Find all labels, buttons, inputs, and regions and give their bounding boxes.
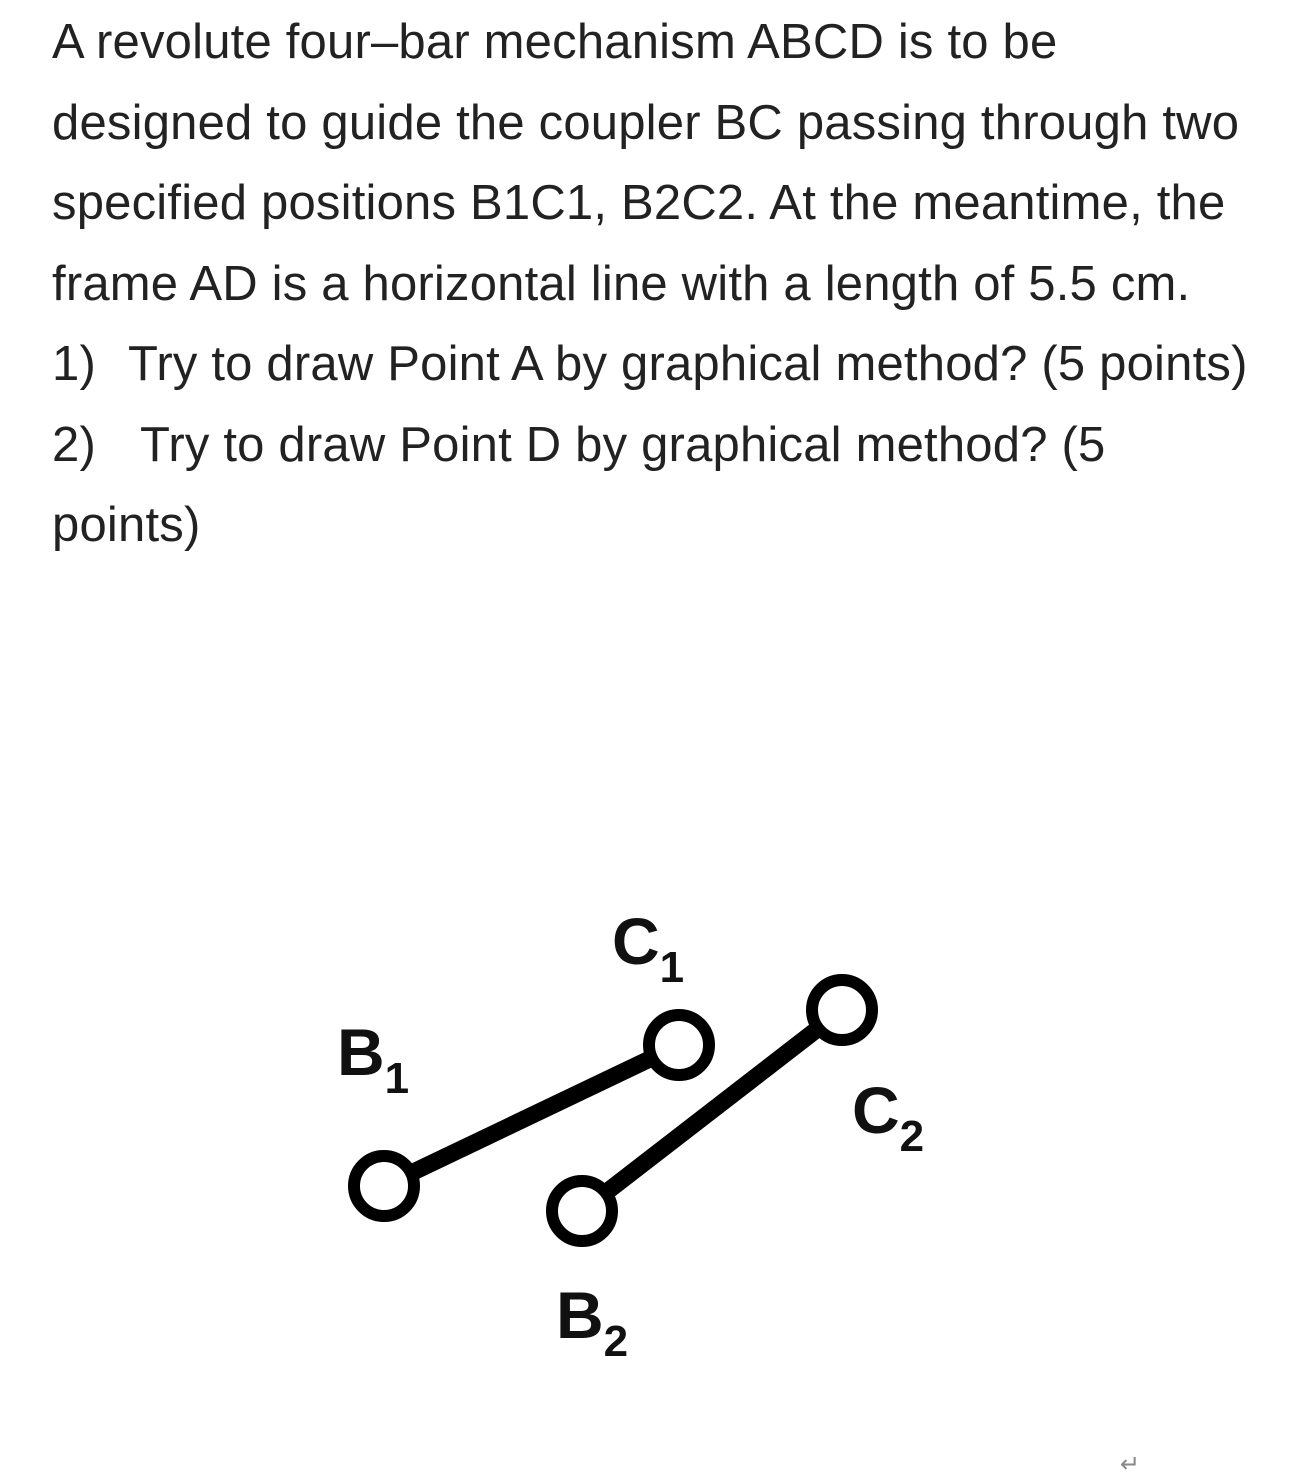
joint-c2: [812, 980, 872, 1040]
question-2-number: 2): [52, 417, 96, 472]
label-b2: [556, 1278, 628, 1366]
joint-b2: [552, 1181, 612, 1241]
label-c2: [852, 1073, 924, 1161]
label-c2-sub: 2: [899, 1112, 925, 1161]
label-c1: [612, 904, 684, 992]
label-b2-main: B: [556, 1278, 604, 1352]
problem-intro: A revolute four–bar mechanism ABCD is to be designed to guide the coupler BC passing through two specified positions B1C1, B2C2. At the meantime, the frame AD is a horizontal line with a length of 5.5 cm.: [52, 15, 1240, 311]
label-b2-sub: 2: [603, 1317, 629, 1366]
joint-c1: [649, 1015, 709, 1075]
label-b1: [337, 1015, 409, 1103]
label-c1-sub: 1: [659, 943, 685, 992]
question-1-text: Try to draw Point A by graphical method? (5 points): [128, 337, 1248, 391]
paragraph-return-icon: ↵: [1120, 1450, 1141, 1478]
label-b1-sub: 1: [384, 1054, 410, 1103]
label-b1-main: B: [337, 1015, 385, 1089]
question-2-text: Try to draw Point D by graphical method? (5 points): [52, 417, 1106, 552]
label-c1-main: C: [612, 904, 660, 978]
question-1-number: 1): [52, 337, 96, 391]
label-c2-main: C: [852, 1073, 900, 1147]
joint-b1: [354, 1156, 414, 1216]
